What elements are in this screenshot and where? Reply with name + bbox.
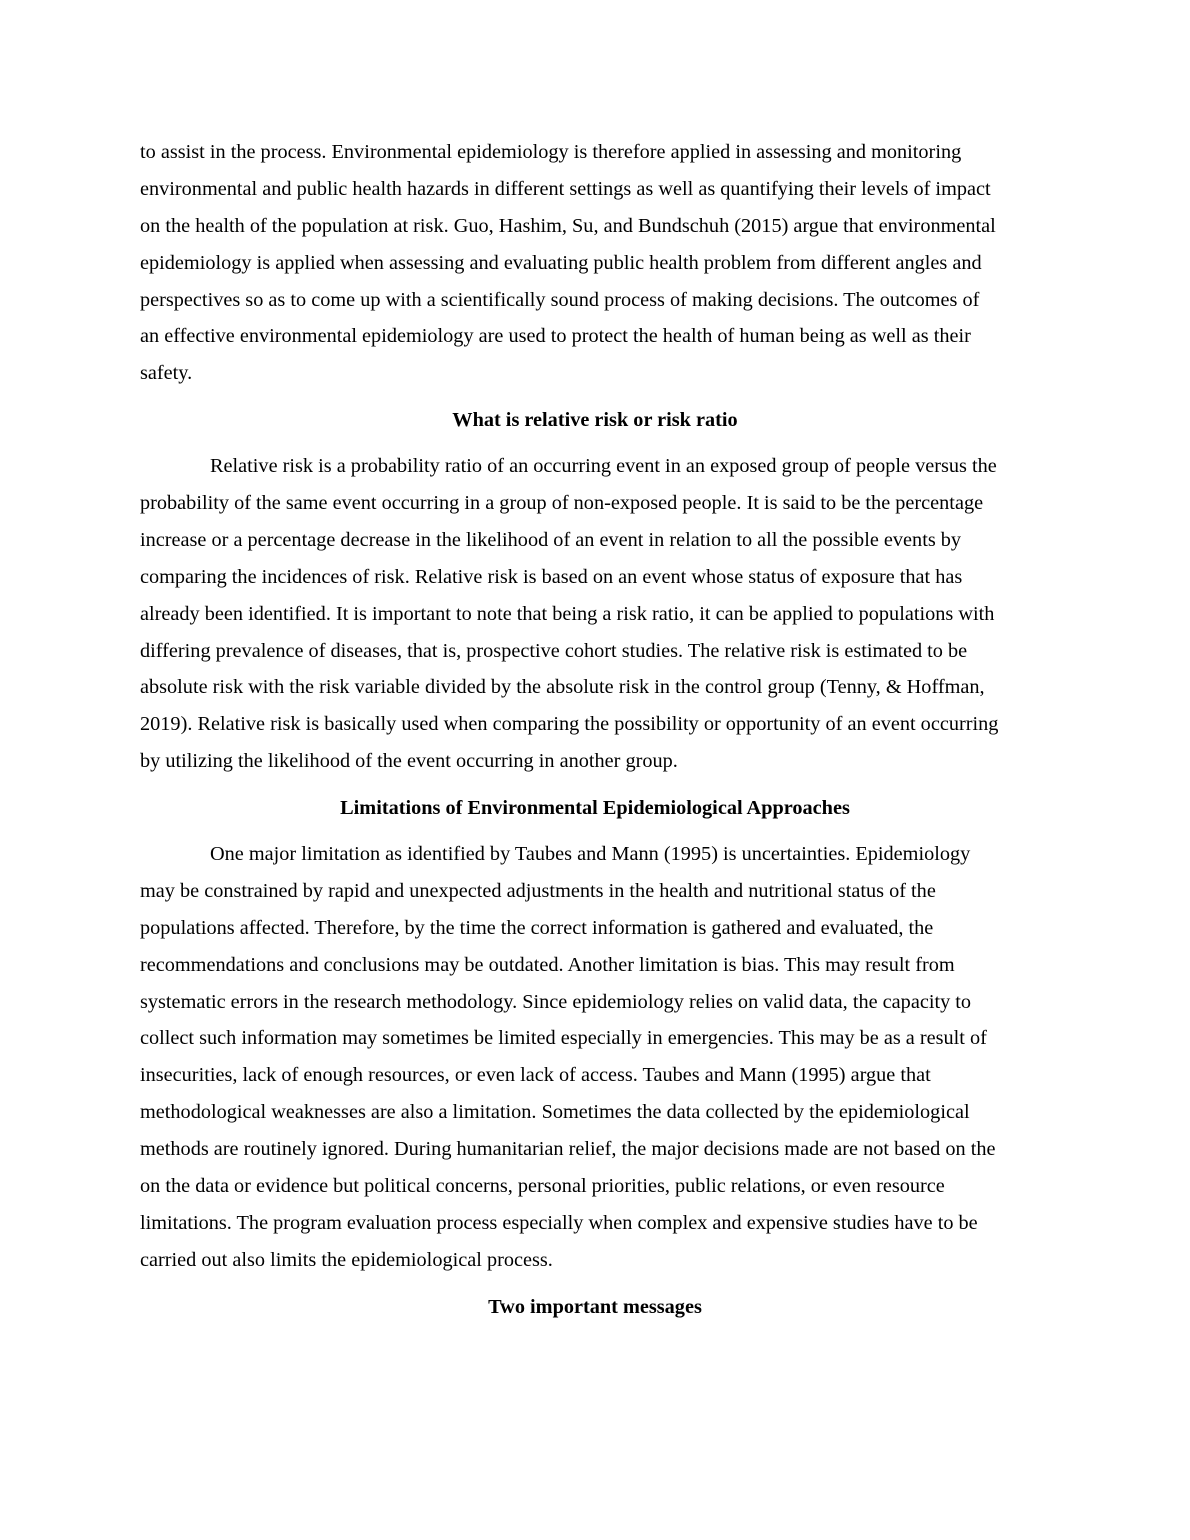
- text-line: increase or a percentage decrease in the likelihood of an event in relation to all the possible events by: [140, 528, 962, 551]
- text-line: perspectives so as to come up with a scientifically sound process of making decisions. The outcomes of: [140, 288, 980, 311]
- paragraph-limitations: [140, 836, 1050, 1279]
- text-line: comparing the incidences of risk. Relative risk is based on an event whose status of exposure that has: [140, 565, 963, 588]
- text-line: an effective environmental epidemiology are used to protect the health of human being as well as their: [140, 325, 971, 348]
- text-line: populations affected. Therefore, by the time the correct information is gathered and evaluated, the: [140, 916, 934, 939]
- text-line: by utilizing the likelihood of the event occurring in another group.: [140, 750, 678, 773]
- text-line: epidemiology is applied when assessing and evaluating public health problem from different angles and: [140, 251, 982, 274]
- text-line: systematic errors in the research methodology. Since epidemiology relies on valid data, the capacity to: [140, 990, 972, 1013]
- document-body: [140, 134, 1050, 1335]
- section-heading-limitations: Limitations of Environmental Epidemiological Approaches: [340, 797, 850, 820]
- text-line: limitations. The program evaluation process especially when complex and expensive studies have to be: [140, 1211, 978, 1234]
- text-line: differing prevalence of diseases, that is, prospective cohort studies. The relative risk is estimated to be: [140, 639, 968, 662]
- text-line: methods are routinely ignored. During humanitarian relief, the major decisions made are not based on the: [140, 1138, 996, 1161]
- text-line: to assist in the process. Environmental epidemiology is therefore applied in assessing and monitoring: [140, 141, 962, 163]
- text-line: may be constrained by rapid and unexpected adjustments in the health and nutritional status of the: [140, 879, 936, 902]
- text-line: One major limitation as identified by Taubes and Mann (1995) is uncertainties. Epidemiology: [210, 843, 971, 866]
- text-line: on the data or evidence but political concerns, personal priorities, public relations, or even resource: [140, 1175, 945, 1198]
- text-line: on the health of the population at risk. Guo, Hashim, Su, and Bundschuh (2015) argue that environmental: [140, 214, 996, 237]
- text-line: environmental and public health hazards in different settings as well as quantifying their levels of impact: [140, 177, 991, 200]
- text-line: safety.: [140, 362, 193, 385]
- text-line: Relative risk is a probability ratio of an occurring event in an exposed group of people versus the: [210, 455, 997, 478]
- text-line: methodological weaknesses are also a limitation. Sometimes the data collected by the epidemiological: [140, 1101, 970, 1124]
- section-heading-relative-risk: What is relative risk or risk ratio: [452, 409, 738, 432]
- text-line: recommendations and conclusions may be outdated. Another limitation is bias. This may result from: [140, 953, 955, 976]
- paragraph-relative-risk: [140, 448, 1050, 780]
- paragraph-environmental-epidemiology: [140, 134, 1050, 392]
- text-line: already been identified. It is important to note that being a risk ratio, it can be applied to populations with: [140, 602, 995, 625]
- text-line: insecurities, lack of enough resources, or even lack of access. Taubes and Mann (1995) argue that: [140, 1064, 931, 1087]
- text-line: absolute risk with the risk variable divided by the absolute risk in the control group (Tenny, & Hoffman,: [140, 676, 985, 699]
- section-heading-two-messages: Two important messages: [488, 1295, 702, 1318]
- text-line: carried out also limits the epidemiological process.: [140, 1248, 553, 1271]
- text-line: 2019). Relative risk is basically used when comparing the possibility or opportunity of an event occurring: [140, 713, 999, 736]
- text-line: collect such information may sometimes be limited especially in emergencies. This may be as a result of: [140, 1027, 987, 1050]
- text-line: probability of the same event occurring in a group of non-exposed people. It is said to be the percentage: [140, 492, 984, 515]
